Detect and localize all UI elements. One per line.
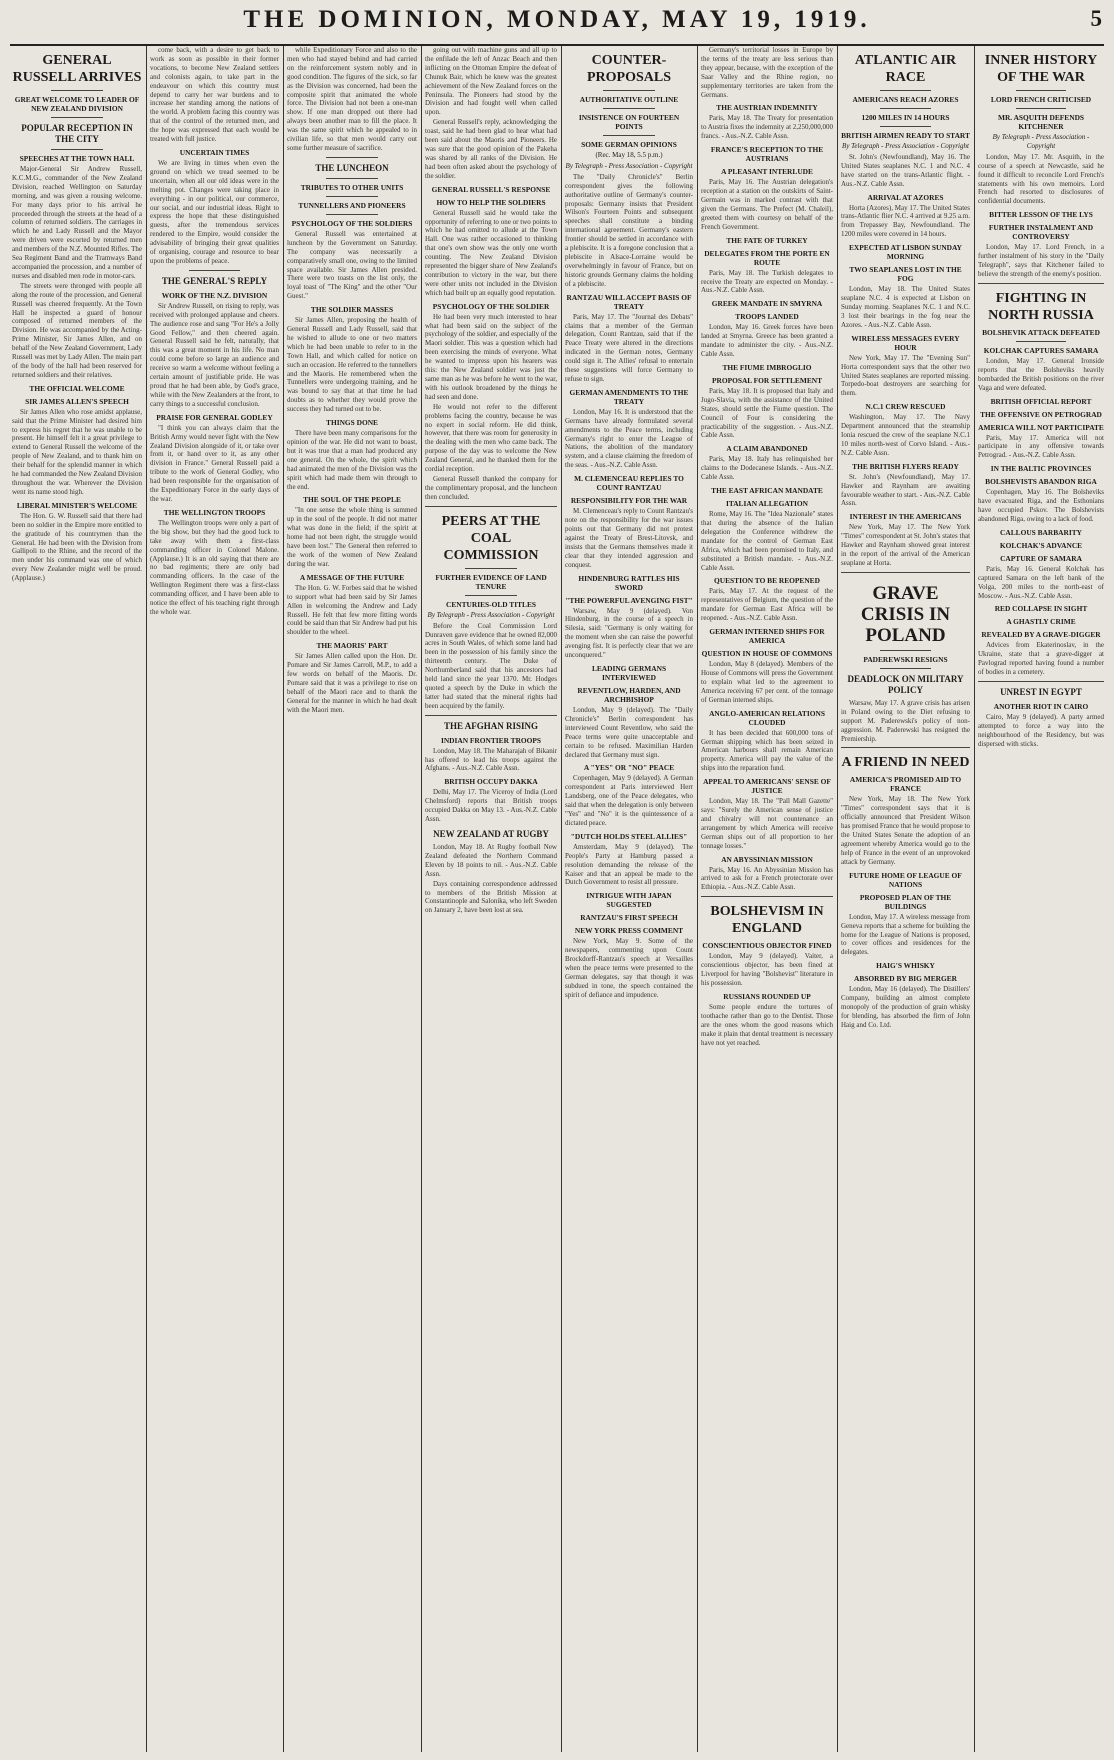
article-text: Paris, May 18. The Turkish delegates to receive the Treaty are expected on Monday. - Aus.-N.Z. Cable Assn.: [701, 268, 833, 295]
article-text: London, May 17. Lord French, in a further instalment of his story in the "Daily Telegraph", says that Kitchener failed to believe the strength of the enemy's position.: [978, 243, 1104, 278]
headline: FIGHTING IN NORTH RUSSIA: [988, 290, 1094, 323]
dateline: (Rec. May 18, 5.5 p.m.): [595, 151, 663, 159]
article-text: London, May 18. The "Pall Mall Gazette" says: "Surely the American sense of justice and chivalry will not countenance an arrangement by which America will receive German ships out of all proportion to her tonnage losses.": [701, 797, 833, 850]
headline: BOLSHEVISM IN ENGLAND: [710, 904, 824, 937]
column-5: [565, 46, 693, 1752]
article-text: He would not refer to the different problems facing the country, because he was no expert in social reform. He did think, however, that there was room for generosity in the dealing with the men who came back. The purpose of the day was to welcome the New Zealand General, and he thanked them for the cordial reception.: [425, 402, 557, 474]
subheading: TWO SEAPLANES LOST IN THE FOG: [849, 265, 962, 284]
article-text: Paris, May 17. America will not participate in any offensive towards Petrograd. - Aus.-N.Z. Cable Assn.: [978, 433, 1104, 460]
article-text: General Russell's reply, acknowledging the toast, said he had been glad to hear what had been said about the Maoris and Pioneers. He was sure that the good opinion of the Pakeha was shared by all ranks of the Division. He had been often asked about the psychology of the soldier.: [425, 118, 557, 180]
article-text: The Hon. G. W. Russell said that there had been no soldier in the Empire more entitled to the gratitude of his countrymen than the General. He had been with the Division from Gallipoli to the Rhine, and the record of the men under his command was one of which every New Zealander might well be proud. (Applause.): [12, 511, 142, 583]
article-text: Sir James Allen called upon the Hon. Dr. Pomare and Sir James Carroll, M.P., to add a few words on behalf of the Maoris. Dr. Pomare said that it was a privilege to rise on behalf of the Maori race and to thank the General for the manner in which he had dealt with the Maori men.: [287, 652, 417, 714]
article-text: General Russell thanked the company for the complimentary proposal, and the luncheon then concluded.: [425, 474, 557, 501]
article-text: going out with machine guns and all up to the enfilade the left of Anzac Beach and then inflicting on the Ottoman Empire the defeat of Chunuk Bair, which he knew was the greatest achievement of the New Zealand forces on the Peninsula. The Pioneers had stood by the Division and had fought well when called upon.: [425, 46, 557, 117]
subheading: PSYCHOLOGY OF THE SOLDIERS: [291, 218, 413, 228]
subheading: THE BRITISH FLYERS READY: [852, 461, 959, 471]
article-text: Sir James Allen who rose amidst applause, said that the Prime Minister had desired him to express his regret that he was unable to be present. He himself felt it a great privilege to extend to General Russell the welcome of the people of New Zealand, and to thank him on their behalf for the splendid manner in which he had commanded the New Zealand Division throughout the war. Wherever the Division went its name stood high.: [12, 407, 142, 496]
subheading: RANTZAU WILL ACCEPT BASIS OF TREATY: [566, 292, 692, 311]
article-text: London, May 16. It is understood that the Germans have already formulated several amendments to the Peace terms, including Germany's right to enter the League of Nations, the abolition of the mandatory system, and a clause claiming the freedom of the seas. - Aus.-N.Z. Cable Assn.: [565, 407, 693, 470]
article-text: New York, May 18. The New York "Times" correspondent says that it is officially announced that President Wilson has promised France that he would propose to the United States Senate the adoption of an agreement whereby America would go to the help of France in the event of an unprovoked attack by Germany.: [841, 795, 970, 866]
subheading: SOME GERMAN OPINIONS: [581, 140, 677, 149]
subheading: GREAT WELCOME TO LEADER OF NEW ZEALAND DIVISION: [14, 95, 140, 113]
headline: ATLANTIC AIR RACE: [854, 53, 957, 85]
article-text: Copenhagen, May 9 (delayed). A German correspondent at Paris interviewed Herr Landsberg, one of the Peace delegates, who said that when the delegation is only between "Yes" and "No" it is the quintessence of a dictated peace.: [565, 774, 693, 827]
subheading: NEW YORK PRESS COMMENT: [574, 926, 684, 936]
subheading: A CLAIM ABANDONED: [726, 444, 808, 454]
article-text: London, May 8 (delayed). Members of the House of Commons will press the Government to explain what led to the agreement to America receiving 67 per cent. of the tonnage of German interned ships.: [701, 660, 833, 704]
subheading: A MESSAGE OF THE FUTURE: [299, 572, 405, 582]
subheading: AMERICA WILL NOT PARTICIPATE: [978, 422, 1104, 432]
article-text: London, May 17. A wireless message from Geneva reports that a scheme for building the home for the League of Nations is proposed, to cover offices and residences for the delegates.: [841, 912, 970, 957]
subheading: THE OFFENSIVE ON PETROGRAD: [980, 409, 1102, 419]
article-text: Paris, May 18. Italy has relinquished her claims to the Dodecanese Islands. - Aus.-N.Z. Cable Assn.: [701, 455, 833, 482]
subheading: RANTZAU'S FIRST SPEECH: [580, 913, 678, 923]
subheading: FUTURE HOME OF LEAGUE OF NATIONS: [849, 870, 962, 889]
subheading: LORD FRENCH CRITICISED: [990, 95, 1092, 104]
article-text: General Russell said he would take the opportunity of referring to one or two points to which he had omitted to allude at the Town Hall. One was rather occasioned to thinking that one's own show was the only one worth counting. The New Zealand Division represented the bigger share of New Zealand's contribution to victory in the war, but there were other units not included in the Division which had built up an equally good reputation.: [425, 208, 557, 297]
article-text: General Russell was entertained at luncheon by the Government on Saturday. The company was necessarily a comparatively small one, owing to the limited space available. Sir James Allen presided. There were two toasts on the list only, the loyal toast of "The King" and the other "Our Guest.": [287, 229, 417, 301]
article-text: Cairo, May 9 (delayed). A party armed attempted to force a way into the neighbourhood of the Residency, but was dispersed with sticks.: [978, 713, 1104, 748]
article-text: Rome, May 16. The "Idea Nazionale" states that during the absence of the Italian delegation the Conference withdrew the mandate for the control of German East Africa, which had been promised to Italy, and substituted a British mandate. - Aus.-N.Z. Cable Assn.: [701, 510, 833, 572]
article-text: Paris, May 17. The "Journal des Debats" claims that a member of the German delegation, Count Rantzau, said that if the Peace Treaty were altered in the directions indicated in the German notes, Germany could sign it. The Allies' refusal to entertain these suggestions will force Germany to refuse to sign.: [565, 312, 693, 383]
subheading: ANOTHER RIOT IN CAIRO: [993, 702, 1089, 712]
subheading: LEADING GERMANS INTERVIEWED: [591, 663, 667, 682]
column-rule: [974, 46, 975, 1752]
article-text: come back, with a desire to get back to work as soon as possible in their former vocations, to become New Zealand settlers and colonists again, to take part in the endeavour on which this country must depend to carry her war burdens and to increase her standing among the nations of the world. A problem facing this country was that of the control of the returned men, and the hope was expressed that each would be treated with full justice.: [150, 46, 279, 144]
subheading: A GHASTLY CRIME: [1006, 617, 1076, 627]
subheading: THINGS DONE: [326, 418, 378, 428]
subheading: CAPTURE OF SAMARA: [1000, 553, 1082, 563]
subheading: HAIG'S WHISKY: [876, 961, 935, 971]
article-text: Amsterdam, May 9 (delayed). The People's Party at Hamburg passed a resolution demanding the release of the Kaiser and that an appeal be made to the Dutch Government to resist all pressure.: [565, 842, 693, 887]
subheading: ANGLO-AMERICAN RELATIONS CLOUDED: [709, 708, 825, 727]
article-text: London, May 18. At Rugby football New Zealand defeated the Northern Command Eleven by 18 points to nil. - Aus.-N.Z. Cable Assn.: [425, 843, 557, 878]
subheading: THE EAST AFRICAN MANDATE: [711, 486, 823, 496]
subheading: REVEALED BY A GRAVE-DIGGER: [981, 630, 1101, 640]
subheading: LIBERAL MINISTER'S WELCOME: [16, 500, 138, 510]
byline: By Telegraph - Press Association - Copyright: [427, 610, 555, 619]
article-text: London, May 18. The Maharajah of Bikanir has offered to lead his troops against the Afghans. - Aus.-N.Z. Cable Assn.: [425, 746, 557, 773]
article-text: New York, May 9. Some of the newspapers, commenting upon Count Brockdorff-Rantzau's speech at Versailles when the peace terms were presented to the German delegates, say that though it was subdued in tone, the speech contained the spirit of defiance and impudence.: [565, 937, 693, 999]
subheading: THE GENERAL'S REPLY: [161, 275, 268, 286]
subheading: SIR JAMES ALLEN'S SPEECH: [25, 396, 129, 406]
subheading: AUTHORITATIVE OUTLINE: [579, 95, 679, 104]
subheading: QUESTION TO BE REOPENED: [714, 576, 820, 586]
subheading: THE AFGHAN RISING: [443, 720, 539, 731]
subheading: A PLEASANT INTERLUDE: [721, 167, 813, 177]
article-text: We are living in times when even the ground on which we tread seemed to be uncertain, when all our old ideas were in the melting pot. Changes were taking place in everything - in our political, our commerce, our social, and our industrial ideas. Right to express the hope that these distinguished guests, after the tremendous services rendered to the Empire, would consider the advisability of bringing their great qualities of organising, courage and resource to bear upon the problems of peace.: [150, 158, 279, 265]
subheading: "DUTCH HOLDS STEEL ALLIES": [570, 831, 688, 841]
subheading: THE SOUL OF THE PEOPLE: [303, 495, 401, 505]
article-text: Paris, May 18. The Treaty for presentation to Austria fixes the indemnity at 2,250,000,000 francs. - Aus.-N.Z. Cable Assn.: [701, 114, 833, 141]
article-text: The Wellington troops were only a part of the big show, but they had the good luck to take away with them a first-class commanding officer in Colonel Malone. (Applause.) It is an old saying that there are no bad regiments; there are only bad commanding officers. In the case of the Wellington Regiment there was a first-class commanding officer, and I have been able to notice the effect of his teaching right through the whole war.: [150, 518, 279, 616]
subheading: BRITISH AIRMEN READY TO START: [841, 131, 970, 140]
article-text: Major-General Sir Andrew Russell, K.C.M.G., commander of the New Zealand Division, reached Wellington on Saturday morning, and was given a rousing welcome. For many days prior to his arrival he proceeded through the streets at the head of a column of returned soldiers. The carriages in which he and Lady Russell and the Mayor were driven were escorted by returned men and members of the N.Z. Mounted Rifles. The Sea Regiment Band and the Tramways Band accompanied the procession, and a number of nurses and disabled men rode in motor-cars.: [12, 165, 142, 280]
subheading: UNCERTAIN TIMES: [179, 147, 250, 157]
subheading: BITTER LESSON OF THE LYS: [989, 210, 1093, 220]
subheading: BOLSHEVIK ATTACK DEFEATED: [982, 327, 1100, 337]
headline: INNER HISTORY OF THE WAR: [984, 53, 1098, 85]
article-text: St. John's (Newfoundland), May 17. Hawker and Raynham are awaiting favourable weather to start. - Aus.-N.Z. Cable Assn.: [841, 472, 970, 508]
subheading: PROPOSED PLAN OF THE BUILDINGS: [859, 892, 952, 911]
column-4: [425, 46, 557, 1752]
subheading: FURTHER EVIDENCE OF LAND TENURE: [435, 572, 547, 591]
subheading: TRIBUTES TO OTHER UNITS: [300, 182, 404, 192]
article-text: Delhi, May 17. The Viceroy of India (Lord Chelmsford) reports that British troops occupied Dakka on May 13. - Aus.-N.Z. Cable Assn.: [425, 788, 557, 824]
subheading: BRITISH OFFICIAL REPORT: [990, 396, 1092, 406]
article-text: It has been decided that 600,000 tons of German shipping which has been seized in American harbours shall remain American property. America will pay the value of the ships into the reparation fund.: [701, 728, 833, 773]
subheading: APPEAL TO AMERICANS' SENSE OF JUSTICE: [703, 777, 831, 796]
subheading: PADEREWSKI RESIGNS: [863, 654, 948, 664]
subheading: INSISTENCE ON FOURTEEN POINTS: [578, 113, 680, 131]
subheading: PROPOSAL FOR SETTLEMENT: [711, 375, 823, 385]
subheading: AMERICANS REACH AZORES: [852, 95, 959, 104]
headline: PEERS AT THE COAL COMMISSION: [441, 513, 541, 563]
subheading: KOLCHAK CAPTURES SAMARA: [983, 345, 1099, 355]
subheading: WORK OF THE N.Z. DIVISION: [161, 290, 268, 300]
subheading: BRITISH OCCUPY DAKKA: [444, 777, 538, 787]
article-text: Germany's territorial losses in Europe by the terms of the treaty are less serious than they appear, because, with the exception of the Saar Valley and the Rhine region, no supplementary territories are taken from the Germans.: [701, 46, 833, 99]
article-text: Before the Coal Commission Lord Dunraven gave evidence that he owned 82,000 acres in South Wales, of which some land had been in the possession of his family since the thirteenth century. The Duke of Northumberland said that his ancestors had held land since the year 1370. Mr. Hodges quoted a speech by the Duke in which the latter had stated that the mineral rights had been acquired by the family.: [425, 621, 557, 710]
article-text: New York, May 17. The New York "Times" correspondent at St. John's states that Hawker and Raynham showed great interest in the report of the arrival of the American seaplane at Horta.: [841, 523, 970, 567]
column-7: [841, 46, 970, 1752]
article-text: Paris, May 17. At the request of the representatives of Belgium, the question of the mandate for German East Africa will be reopened. - Aus.-N.Z. Cable Assn.: [701, 587, 833, 623]
subheading: HINDENBURG RATTLES HIS SWORD: [578, 573, 680, 592]
subheading: GERMAN AMENDMENTS TO THE TREATY: [569, 387, 689, 406]
article-text: Paris, May 16. The Austrian delegation's reception at a station on the outskirts of Saint-Germain was in marked contrast with that given the Germans. The Prefect (M. Chaleil), greeted them with courtesy on behalf of the French Government.: [701, 178, 833, 231]
byline: By Telegraph - Press Association - Copyright: [992, 133, 1090, 150]
column-2: [150, 46, 279, 1752]
headline: GRAVE CRISIS IN POLAND: [860, 582, 951, 646]
article-text: There have been many comparisons for the opinion of the war. He did not want to boast, but it was true that a man had produced any one general. On the whole, the spirit which had animated the men of the Division was the spirit which had made them win through to the end.: [287, 429, 417, 491]
subheading: INTEREST IN THE AMERICANS: [849, 512, 962, 522]
article-text: Paris, May 16. An Abyssinian Mission has arrived to ask for a French protectorate over Ethiopia. - Aus.-N.Z. Cable Assn.: [701, 865, 833, 892]
page-number: 5: [1090, 6, 1102, 31]
subheading: POPULAR RECEPTION IN THE CITY: [21, 123, 133, 144]
subheading: THE MAORIS' PART: [316, 641, 388, 651]
subheading: UNREST IN EGYPT: [1000, 687, 1082, 698]
article-text: New York, May 17. The "Evening Sun" Horta correspondent says that the other two United States seaplanes are reported missing. Torpedo-boat destroyers are searching for them.: [841, 353, 970, 398]
subheading: PRAISE FOR GENERAL GODLEY: [156, 412, 273, 422]
article-text: Sir Andrew Russell, on rising to reply, was received with prolonged applause and cheers. The audience rose and sang "For He's a Jolly Good Fellow," and then cheered again. General Russell said he felt, naturally, that this was a great moment in his life. No man could come before so large an audience and receive so warm a welcome without feeling a certain amount of justifiable pride. He was proud that he had been able, by God's grace, while with the New Zealanders at the front, to carry things to a successful conclusion.: [150, 301, 279, 408]
subheading: CENTURIES-OLD TITLES: [445, 599, 537, 609]
article-text: Warsaw, May 17. A grave crisis has arisen in Poland owing to the Diet refusing to support M. Paderewski's policy of non-aggression. M. Paderewski has resigned the Premiership.: [841, 698, 970, 743]
article-text: Some people endure the tortures of toothache rather than go to the Dentist. Those are the ones whom the good reasons which make it plain that dental treatment is necessary have not yet reached.: [701, 1002, 833, 1047]
article-text: London, May 9 (delayed). Vaiter, a conscientious objector, has been fined at Liverpool for having "Bolshevist" literature in his possession.: [701, 952, 833, 987]
subheading: THE OFFICIAL WELCOME: [29, 383, 125, 393]
subheading: GREEK MANDATE IN SMYRNA: [711, 299, 823, 309]
subheading: THE FATE OF TURKEY: [726, 235, 808, 245]
subheading: CONSCIENTIOUS OBJECTOR FINED: [702, 941, 832, 951]
subheading: NEW ZEALAND AT RUGBY: [433, 829, 549, 839]
column-6: [701, 46, 833, 1752]
subheading: RED COLLAPSE IN SIGHT: [994, 604, 1088, 614]
article-text: London, May 17. General Ironside reports that the Bolsheviks heavily bombarded the British positions on the river Vaga and were defeated.: [978, 356, 1104, 392]
subheading: TUNNELLERS AND PIONEERS: [298, 200, 406, 210]
article-text: Warsaw, May 9 (delayed). Von Hindenburg, in the course of a speech in Silesia, said: "Germany is only waiting for the moment when she can raise the powerful avenging fist. It is perfectly clear that we are unconquered.": [565, 606, 693, 660]
subheading: PSYCHOLOGY OF THE SOLDIER: [432, 301, 550, 311]
subheading: HOW TO HELP THE SOLDIERS: [436, 197, 546, 207]
subheading: FRANCE'S RECEPTION TO THE AUSTRIANS: [710, 145, 824, 164]
subheading: THE FIUME IMBROGLIO: [722, 362, 812, 372]
column-3: [287, 46, 417, 1752]
article-text: Paris, May 16. General Kolchak has captured Samara on the left bank of the Volga, 200 miles to the north-east of Moscow. - Aus.-N.Z. Cable Assn.: [978, 564, 1104, 600]
subheading: REVENTLOW, HARDEN, AND ARCHBISHOP: [577, 685, 681, 704]
byline: By Telegraph - Press Association - Copyright: [842, 142, 969, 150]
article-text: while Expeditionary Force and also to the men who had stayed behind and had carried on the reinforcement system nobly and in good condition. The figures of the sick, so far as the Division was concerned, had been the composite spirit that animated the whole force. The Division had not been a one-man show. If one man dropped out there had always been another man to fill the place. It was the same spirit which he appealed to in civilian life, so that men would carry out some further measure of sacrifice.: [287, 46, 417, 152]
subheading: TROOPS LANDED: [735, 312, 799, 322]
subheading: ITALIAN ALLEGATION: [725, 499, 809, 509]
headline: A FRIEND IN NEED: [841, 755, 970, 771]
subheading: N.C.1 CREW RESCUED: [865, 402, 946, 412]
subheading: 1200 MILES IN 14 HOURS: [861, 113, 950, 122]
article-text: London, May 18. The United States seaplane N.C. 4 is expected at Lisbon on Sunday morning. Seaplanes N.C. 1 and N.C. 3 lost their bearings in the fog near the Azores. - Aus.-N.Z. Cable Assn.: [841, 285, 970, 329]
column-rule: [837, 46, 838, 1752]
subheading: AMERICA'S PROMISED AID TO FRANCE: [849, 775, 962, 794]
subheading: INTRIGUE WITH JAPAN SUGGESTED: [586, 891, 672, 910]
column-rule: [421, 46, 422, 1752]
article-text: London, May 16 (delayed). The Distillers' Company, building an almost complete monopoly of the production of grain whisky for blending, has absorbed the firm of John Haig and Co. Ltd.: [841, 985, 970, 1029]
subheading: DELEGATES FROM THE PORTE EN ROUTE: [704, 248, 830, 267]
subheading: THE SOLDIER MASSES: [310, 305, 394, 315]
subheading: "THE POWERFUL AVENGING FIST": [565, 595, 693, 605]
subheading: DEADLOCK ON MILITARY POLICY: [847, 673, 964, 695]
article-text: Horta (Azores), May 17. The United States trans-Atlantic flier N.C. 4 arrived at 9.25 a.m. from Trepassey Bay, Newfoundland. The 1200 miles were covered in 14 hours.: [841, 203, 970, 239]
subheading: SPEECHES AT THE TOWN HALL: [19, 154, 135, 163]
article-text: Washington, May 17. The Navy Department announced that the steamship Ionia rescued the crew of the seaplane N.C.1 10 miles north-west of Corvo Island. - Aus.-N.Z. Cable Assn.: [841, 413, 970, 457]
headline: COUNTER-PROPOSALS: [586, 53, 671, 85]
subheading: KOLCHAK'S ADVANCE: [999, 540, 1083, 550]
subheading: RESPONSIBILITY FOR THE WAR: [570, 496, 688, 506]
subheading: EXPECTED AT LISBON SUNDAY MORNING: [848, 243, 962, 262]
column-rule: [697, 46, 698, 1752]
column-rule: [146, 46, 147, 1752]
article-text: London, May 17. Mr. Asquith, in the course of a speech at Newcastle, said he found it difficult to reconcile Lord French's statements with his own memoirs. Lord French had resorted to disclosures of confidential documents.: [978, 152, 1104, 206]
subheading: RUSSIANS ROUNDED UP: [723, 991, 811, 1001]
article-text: The Hon. G. W. Forbes said that he wished to support what had been said by Sir James Allen in welcoming the Andrew and Lady Russell. He felt that few more fitting words could be said than that Sir Andrew had put his shoulder to the wheel.: [287, 583, 417, 637]
subheading: THE AUSTRIAN INDEMNITY: [716, 103, 818, 113]
column-8: [978, 46, 1104, 1752]
headline: GENERAL RUSSELL ARRIVES: [12, 53, 142, 85]
article-text: Sir James Allen, proposing the health of General Russell and Lady Russell, said that he wished to allude to one or two matters which he had been unable to refer to in the Town Hall, and which called for notice on such an occasion. He referred to the tunnellers and the Maoris. He remembered when the Tunnellers were undergoing training, and he was bound to say that at that time he had doubts as to whether they would prove the success they had turned out to be.: [287, 316, 417, 414]
subheading: WIRELESS MESSAGES EVERY HOUR: [851, 333, 960, 352]
byline: By Telegraph - Press Association - Copyright: [565, 161, 693, 170]
article-text: The "Daily Chronicle's" Berlin correspondent gives the following authoritative outline of Germany's counter-proposals: Germany insists that President Wilson's Fourteen Points and subsequent speeches shall constitute a binding international agreement. Germany's eastern frontier should be settled in accordance with a plebiscite. It is a foregone conclusion that a plebiscite in Alsace-Lorraine would be overwhelmingly in favour of France, but on historic grounds Germany claims the holding of a plebiscite.: [565, 172, 693, 288]
subheading: FURTHER INSTALMENT AND CONTROVERSY: [988, 223, 1094, 242]
subheading: IN THE BALTIC PROVINCES: [990, 464, 1092, 474]
article-text: Paris, May 18. It is proposed that Italy and Jugo-Slavia, with the assistance of the United States, should settle the Fiume question. The Council of Four is considering the practicability of the suggestion. - Aus.-N.Z. Cable Assn.: [701, 386, 833, 440]
subheading: MR. ASQUITH DEFENDS KITCHENER: [997, 113, 1085, 131]
subheading: QUESTION IN HOUSE OF COMMONS: [701, 649, 833, 659]
subheading: A "YES" OR "NO" PEACE: [583, 763, 675, 773]
article-text: London, May 9 (delayed). The "Daily Chronicle's" Berlin correspondent has interviewed Count Reventlow, who said the Peace terms were quite unacceptable and certain to be refused. Maximilian Harden declared that Germany must sign.: [565, 705, 693, 759]
column-rule: [561, 46, 562, 1752]
article-text: He had been very much interested to hear what had been said on the subject of the psychology of the soldier, and especially of the Maori soldier. This was a question which had been exercising the minds of everyone. What he wanted to impress upon his hearers was this: the New Zealand soldier was just the same man as he was before he went to the war, with his outlook broadened by the things he had seen and done.: [425, 312, 557, 401]
subheading: ARRIVAL AT AZORES: [867, 192, 944, 202]
article-text: London, May 16. Greek forces have been landed at Smyrna. Greece has been granted a mandate to administer the city. - Aus.-N.Z. Cable Assn.: [701, 323, 833, 359]
column-rule: [283, 46, 284, 1752]
subheading: M. CLEMENCEAU REPLIES TO COUNT RANTZAU: [574, 474, 684, 493]
article-text: Advices from Ekaterinoslav, in the Ukraine, state that a grave-digger at Pavlograd reported having found a number of bodies in a cemetery.: [978, 641, 1104, 677]
article-text: "I think you can always claim that the British Army would never fight with the New Zealand Division alongside of it, or take over from it, or hand over to it, as any other division in France." General Russell paid a tribute to the work of General Godley, who had been responsible for the organisation of the Expeditionary Force in the early days of the war.: [150, 423, 279, 503]
article-text: Copenhagen, May 16. The Bolsheviks have evacuated Riga, and the Esthonians have occupied Pskov. The Bolshevists abandoned Riga, owing to a lack of food.: [978, 488, 1104, 523]
subheading: AN ABYSSINIAN MISSION: [721, 854, 813, 864]
article-text: Days containing correspondence addressed to members of the British Mission at Constantinople and Salonika, who left Sweden on January 2, have been lost at sea.: [425, 879, 557, 915]
subheading: ABSORBED BY BIG MERGER: [853, 974, 957, 984]
subheading: THE LUNCHEON: [315, 162, 389, 173]
subheading: BOLSHEVISTS ABANDON RIGA: [985, 477, 1097, 487]
subheading: CALLOUS BARBARITY: [1000, 527, 1082, 537]
subheading: INDIAN FRONTIER TROOPS: [440, 735, 542, 745]
column-1: [12, 46, 142, 1752]
article-text: The streets were thronged with people all along the route of the procession, and General Russell was cheered frequently. At the Town Hall he inspected a guard of honour composed of returned members of the Division. He was accompanied by the Acting-Prime Minister, Sir James Allen, and on behalf of the New Zealand Government, Lady Russell was met by Lady Allen. The main part of the body of the hall had been reserved for returned soldiers and their relatives.: [12, 281, 142, 379]
masthead: [10, 0, 1104, 46]
subheading: GERMAN INTERNED SHIPS FOR AMERICA: [709, 627, 825, 646]
article-text: "In one sense the whole thing is summed up in the soul of the people. It did not matter what was done in the field; if the spirit at home had not been right, the struggle would have been lost." The General then referred to the work of the women of New Zealand during the war.: [287, 506, 417, 568]
subheading: GENERAL RUSSELL'S RESPONSE: [431, 184, 551, 194]
article-text: St. John's (Newfoundland), May 16. The United States seaplanes N.C. 1 and N.C. 4 have started on the trans-Atlantic flight. - Aus.-N.Z. Cable Assn.: [841, 152, 970, 188]
masthead-title: THE DOMINION, MONDAY, MAY 19, 1919.: [243, 6, 871, 33]
article-text: M. Clemenceau's reply to Count Rantzau's note on the responsibility for the war issues points out that Germany did not protest against the Treaty of Brest-Litovsk, and insists that the Germans themselves made it clear that they intended aggression and conquest.: [565, 507, 693, 569]
subheading: THE WELLINGTON TROOPS: [163, 507, 266, 517]
